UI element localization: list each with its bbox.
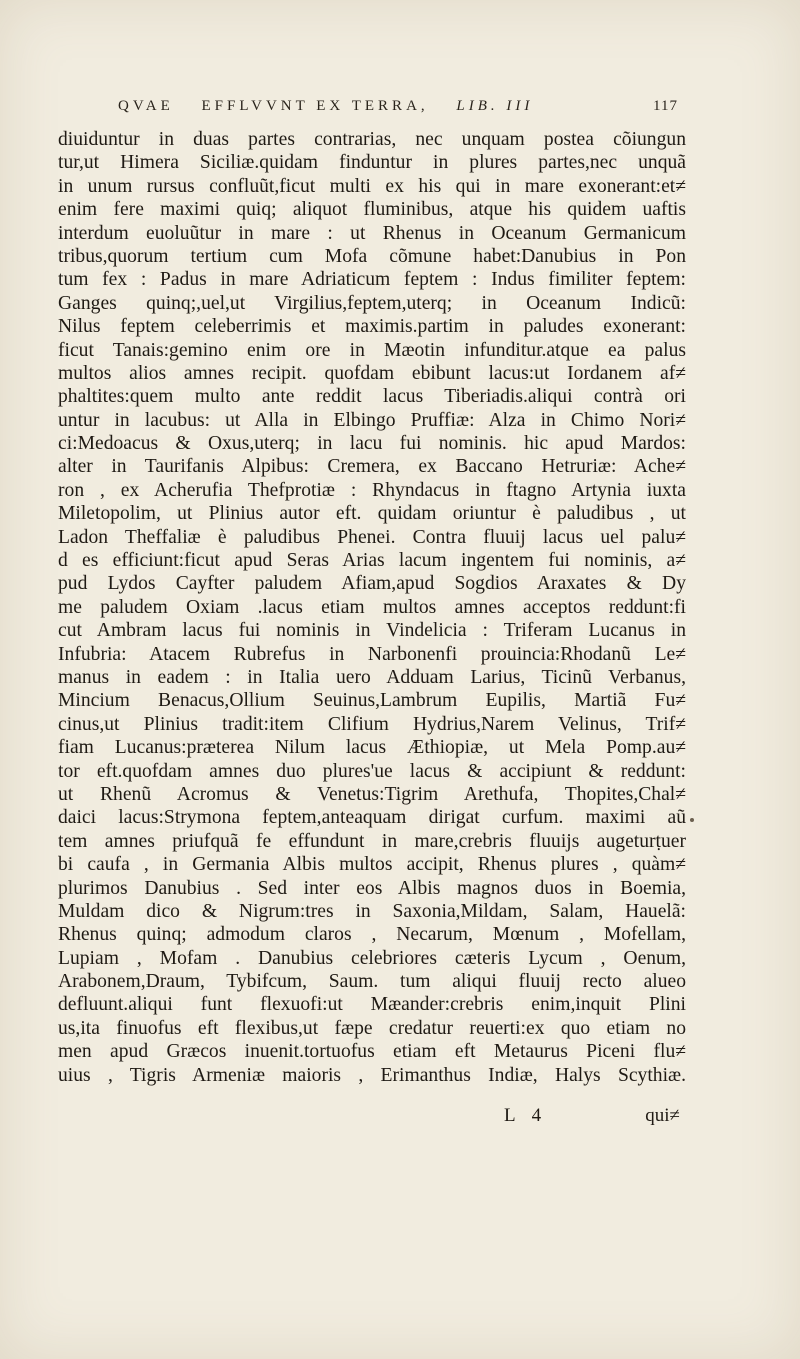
text-line: Lupiam , Mofam . Danubius celebriores cæteris Lycum , Oenum, bbox=[58, 947, 686, 969]
text-line: cinus,ut Plinius tradit:item Clifium Hydrius,Narem Velinus, Trif≠ bbox=[58, 713, 686, 735]
signature-mark: L 4 bbox=[504, 1105, 548, 1126]
text-line: tribus,quorum tertium cum Mofa cõmune habet:Danubius in Pon bbox=[58, 245, 686, 267]
text-line: tor eft.quofdam amnes duo plures'ue lacus & accipiunt & reddunt: bbox=[58, 760, 686, 782]
text-line: Ganges quinq;,uel,ut Virgilius,feptem,uterq; in Oceanum Indicũ: bbox=[58, 292, 686, 314]
text-line: alter in Taurifanis Alpibus: Cremera, ex Baccano Hetruriæ: Ache≠ bbox=[58, 456, 686, 478]
text-line: tem amnes priufquã fe effundunt in mare,crebris fluuijs augeturṭuer bbox=[58, 830, 686, 852]
header-book-number: LIB. III bbox=[456, 98, 534, 114]
body-text bbox=[58, 128, 686, 1087]
text-line: daici lacus:Strymona feptem,anteaquam dirigat curfum. maximi aũ bbox=[58, 807, 686, 829]
text-line: ci:Medoacus & Oxus,uterq; in lacu fui nominis. hic apud Mardos: bbox=[58, 433, 686, 455]
text-line: uius , Tigris Armeniæ maioris , Erimanthus Indiæ, Halys Scythiæ. bbox=[58, 1064, 686, 1086]
running-header bbox=[118, 98, 678, 115]
text-line: men apud Græcos inuenit.tortuofus etiam eft Metaurus Piceni flu≠ bbox=[58, 1041, 686, 1063]
text-line: untur in lacubus: ut Alla in Elbingo Pruffiæ: Alza in Chimo Nori≠ bbox=[58, 409, 686, 431]
header-left: QVAE bbox=[118, 98, 174, 114]
text-line: plurimos Danubius . Sed inter eos Albis magnos duos in Boemia, bbox=[58, 877, 686, 899]
margin-mark bbox=[690, 818, 694, 822]
text-line: multos alios amnes recipit. quofdam ebibunt lacus:ut Iordanem af≠ bbox=[58, 362, 686, 384]
page-footer bbox=[500, 1105, 680, 1127]
text-line: diuiduntur in duas partes contrarias, nec unquam postea cõiungun bbox=[58, 129, 686, 150]
text-line: tum fex : Padus in mare Adriaticum feptem : Indus fimiliter feptem: bbox=[58, 269, 686, 291]
text-line: Muldam dico & Nigrum:tres in Saxonia,Mildam, Salam, Hauelã: bbox=[58, 900, 686, 922]
text-line: Ladon Theffaliæ è paludibus Phenei. Contra fluuij lacus uel palu≠ bbox=[58, 526, 686, 548]
text-line: ron , ex Acherufia Thefprotiæ : Rhyndacus in ftagno Artynia iuxta bbox=[58, 479, 686, 501]
text-line: us,ita finuofus eft flexibus,ut fæpe credatur reuerti:ex quo etiam no bbox=[58, 1017, 686, 1039]
text-line: ut Rhenũ Acromus & Venetus:Tigrim Arethufa, Thopites,Chal≠ bbox=[58, 783, 686, 805]
text-line: d es efficiunt:ficut apud Seras Arias lacum ingentem fui nominis, a≠ bbox=[58, 550, 686, 572]
text-line: tur,ut Himera Siciliæ.quidam finduntur in plures partes,nec unquã bbox=[58, 152, 686, 174]
text-line: me paludem Oxiam .lacus etiam multos amnes acceptos reddunt:fi bbox=[58, 596, 686, 618]
text-line: Mincium Benacus,Ollium Seuinus,Lambrum Eupilis, Martiã Fu≠ bbox=[58, 690, 686, 712]
text-line: manus in eadem : in Italia uero Adduam Larius, Ticinũ Verbanus, bbox=[58, 666, 686, 688]
text-line: fiam Lucanus:præterea Nilum lacus Æthiopiæ, ut Mela Pomp.au≠ bbox=[58, 737, 686, 759]
text-line: ficut Tanais:gemino enim ore in Mæotin infunditur.atque ea palus bbox=[58, 339, 686, 361]
text-line: enim fere maximi quiq; aliquot fluminibus, atque his quidem uaftis bbox=[58, 199, 686, 221]
catchword: qui≠ bbox=[645, 1105, 680, 1126]
text-line: pud Lydos Cayfter paludem Afiam,apud Sogdios Araxates & Dy bbox=[58, 573, 686, 595]
text-line: Miletopolim, ut Plinius autor eft. quidam oriuntur è paludibus , ut bbox=[58, 503, 686, 525]
folio-number: 117 bbox=[653, 98, 678, 114]
text-line: cut Ambram lacus fui nominis in Vindelicia : Triferam Lucanus in bbox=[58, 620, 686, 642]
text-line: bi caufa , in Germania Albis multos accipit, Rhenus plures , quàm≠ bbox=[58, 854, 686, 876]
header-middle: EFFLVVNT EX TERRA, bbox=[201, 98, 429, 114]
text-line: defluunt.aliqui funt flexuofi:ut Mæander:crebris enim,inquit Plini bbox=[58, 994, 686, 1016]
text-line: Infubria: Atacem Rubrefus in Narbonenfi prouincia:Rhodanũ Le≠ bbox=[58, 643, 686, 665]
text-line: Nilus feptem celeberrimis et maximis.partim in paludes exonerant: bbox=[58, 316, 686, 338]
text-line: interdum euoluũtur in mare : ut Rhenus in Oceanum Germanicum bbox=[58, 222, 686, 244]
text-line: phaltites:quem multo ante reddit lacus Tiberiadis.aliqui contrà ori bbox=[58, 386, 686, 408]
text-line: in unum rursus confluũt,ficut multi ex his qui in mare exonerant:et≠ bbox=[58, 175, 686, 197]
text-line: Arabonem,Draum, Tybifcum, Saum. tum aliqui fluuij recto alueo bbox=[58, 971, 686, 993]
text-line: Rhenus quinq; admodum claros , Necarum, Mœnum , Mofellam, bbox=[58, 924, 686, 946]
